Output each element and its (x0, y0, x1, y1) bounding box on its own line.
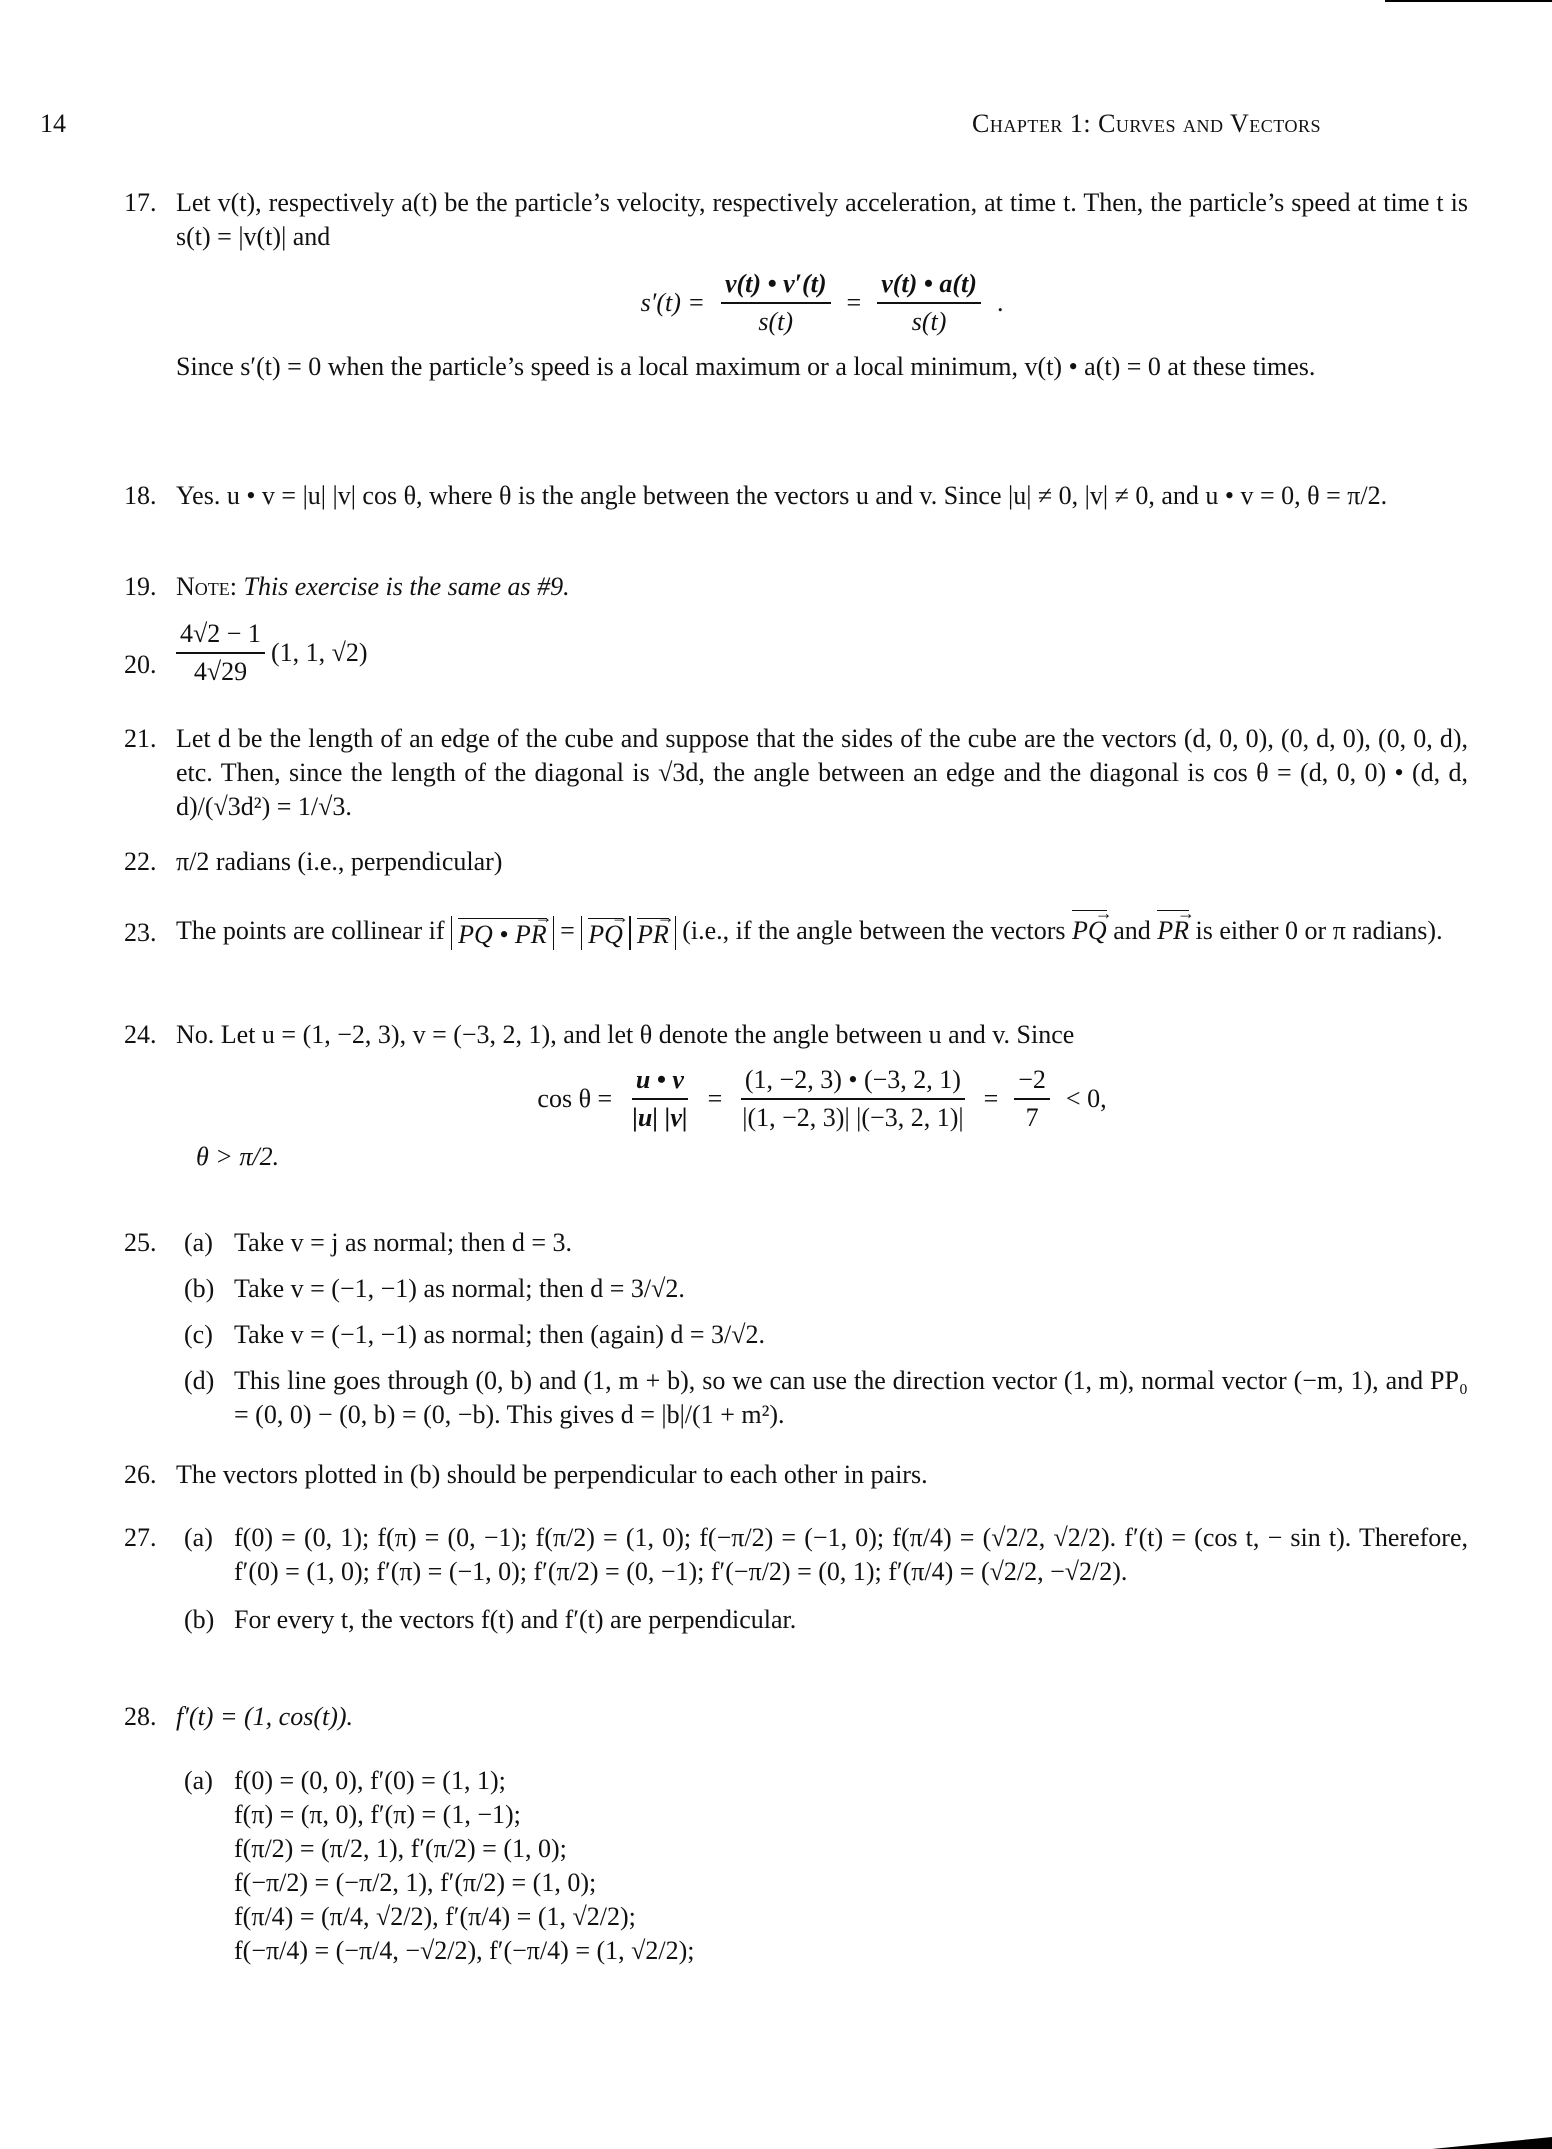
inequality-tail: < 0, (1065, 1084, 1107, 1113)
fraction-numerator: 4√2 − 1 (176, 618, 265, 654)
exercise-25 (124, 1226, 1468, 1432)
part-a (186, 1764, 1468, 1968)
part-text: f(0) = (0, 1); f(π) = (0, −1); f(π/2) = (1, 0); f(−π/2) = (−1, 0); f(π/4) = (√2/2, √2/2). f′(t) = (cos t, − sin t). Therefore, f′(0) = (1, 0); f′(π) = (−1, 0); f′(π/2) = (0, −1); f′(−π/2) = (0, 1); f′(π/4) = (√2/2, −√2/2). (234, 1523, 1468, 1586)
exercise-text: The vectors plotted in (b) should be perpendicular to each other in pairs. (176, 1460, 928, 1489)
vector-pq: PQ → (1072, 912, 1107, 950)
value-line: f(−π/4) = (−π/4, −√2/2), f′(−π/4) = (1, √2/2); (234, 1936, 695, 1965)
exercise-text (176, 912, 1468, 950)
period: . (996, 288, 1004, 317)
exercise-text (176, 570, 1468, 604)
derivative-formula: f′(t) = (1, cos(t)). (176, 1702, 354, 1731)
value-line: f(π) = (π, 0), f′(π) = (1, −1); (234, 1800, 521, 1829)
fraction (877, 268, 981, 338)
part-text: Take v = (−1, −1) as normal; then d = 3/√2. (234, 1274, 685, 1303)
part-label: (a) (184, 1766, 213, 1795)
page-number: 14 (40, 109, 66, 138)
speed-derivative-equation (176, 268, 1468, 338)
fraction-numerator: −2 (1014, 1064, 1050, 1100)
part-a (186, 1521, 1468, 1589)
exercise-text: Since s′(t) = 0 when the particle’s speed is a local maximum or a local minimum, v(t) • a(t) = 0 at these times. (176, 352, 1316, 381)
exercise-24 (124, 1018, 1468, 1174)
part-label: (b) (184, 1274, 215, 1303)
exercise-number: 28. (124, 1702, 157, 1731)
equals-sign: = (846, 288, 862, 317)
exercise-number: 20. (124, 650, 157, 679)
part-text: This line goes through (0, b) and (1, m + b), so we can use the direction vector (1, m), normal vector (−m, 1), and PP₀ = (0, 0) − (0, b) = (0, −b). This gives d = |b|/(1 + m²). (234, 1366, 1468, 1429)
value-line: f(π/4) = (π/4, √2/2), f′(π/4) = (1, √2/2); (234, 1902, 636, 1931)
part-a (186, 1226, 1468, 1260)
fraction (721, 268, 831, 338)
exercise-27 (124, 1521, 1468, 1637)
exercise-number: 24. (124, 1020, 157, 1049)
fraction-numerator: v(t) • v′(t) (721, 268, 831, 304)
value-line: f(0) = (0, 0), f′(0) = (1, 1); (234, 1766, 506, 1795)
text-mid: (i.e., if the angle between the vectors (682, 916, 1066, 945)
exercise-text: No. Let u = (1, −2, 3), v = (−3, 2, 1), and let θ denote the angle between u and v. Since (176, 1020, 1075, 1049)
fraction (738, 1064, 967, 1134)
exercise-18 (124, 479, 1468, 513)
vector-value: (1, 1, √2) (270, 638, 368, 667)
exercise-number: 19. (124, 572, 157, 601)
note-label: Note: (176, 572, 237, 601)
part-label: (c) (184, 1320, 213, 1349)
exercise-number: 17. (124, 188, 157, 217)
part-c (186, 1318, 1468, 1352)
note-text: This exercise is the same as #9. (243, 572, 570, 601)
fraction-denominator: |(1, −2, 3)| |(−3, 2, 1)| (742, 1103, 964, 1132)
part-label: (a) (184, 1523, 213, 1552)
part-text: For every t, the vectors f(t) and f′(t) are perpendicular. (234, 1605, 797, 1634)
exercise-number: 21. (124, 724, 157, 753)
text-lead: The points are collinear if (176, 916, 445, 945)
equation-lhs: cos θ = (537, 1084, 613, 1113)
exercise-number: 27. (124, 1523, 157, 1552)
part-b (186, 1603, 1468, 1637)
exercise-number: 26. (124, 1460, 157, 1489)
running-head: Chapter 1: Curves and Vectors (972, 109, 1321, 138)
exercise-number: 25. (124, 1228, 157, 1257)
scan-artifact (1432, 2129, 1552, 2149)
exercise-number: 18. (124, 481, 157, 510)
part-label: (d) (184, 1366, 215, 1395)
part-b (186, 1272, 1468, 1306)
fraction-numerator: (1, −2, 3) • (−3, 2, 1) (741, 1064, 965, 1100)
exercise-number: 23. (124, 918, 157, 947)
exercise-20 (124, 618, 1468, 688)
exercise-28 (124, 1700, 1468, 1968)
fraction (628, 1064, 691, 1134)
exercise-21 (124, 722, 1468, 824)
exercise-17 (124, 186, 1468, 384)
fraction-denominator: s(t) (911, 307, 947, 336)
scan-edge-line (1385, 0, 1552, 2)
fraction-denominator: 7 (1025, 1103, 1039, 1132)
fraction-numerator: u • v (632, 1064, 688, 1100)
part-lines (234, 1764, 1468, 1968)
vector-pq-dot-pr: PQ • PR → (458, 920, 547, 950)
exercise-text: π/2 radians (i.e., perpendicular) (176, 847, 503, 876)
vector-pr: PR → (637, 920, 669, 950)
exercise-22 (124, 845, 1468, 879)
abs-pq (581, 916, 630, 950)
fraction-numerator: v(t) • a(t) (877, 268, 981, 304)
vector-pr: PR → (1157, 912, 1189, 950)
exercise-text: Let d be the length of an edge of the cube and suppose that the sides of the cube are the vectors (d, 0, 0), (0, d, 0), (0, 0, d), etc. Then, since the length of the diagonal is √3d, the angle between an edge and the diagonal is cos θ = (d, 0, 0) • (d, d, d)/(√3d²) = 1/√3. (176, 724, 1468, 821)
equals-sign: = (707, 1084, 723, 1113)
exercise-conclusion: θ > π/2. (196, 1142, 280, 1171)
exercise-26 (124, 1458, 1468, 1492)
fraction (1014, 1064, 1050, 1134)
part-label: (b) (184, 1605, 215, 1634)
part-d (186, 1364, 1468, 1432)
exercise-text: Let v(t), respectively a(t) be the particle’s velocity, respectively acceleration, at time t. Then, the particle’s speed at time t is s(t) = |v(t)| and (176, 188, 1468, 251)
part-label: (a) (184, 1228, 213, 1257)
cosine-equation (176, 1064, 1468, 1134)
part-text: Take v = j as normal; then d = 3. (234, 1228, 572, 1257)
exercise-text: Yes. u • v = |u| |v| cos θ, where θ is the angle between the vectors u and v. Since |u| ≠ 0, |v| ≠ 0, and u • v = 0, θ = π/2. (176, 481, 1388, 510)
abs-dot-product (451, 916, 554, 950)
exercise-19 (124, 570, 1468, 604)
value-line: f(−π/2) = (−π/2, 1), f′(π/2) = (1, 0); (234, 1868, 597, 1897)
abs-pr (630, 916, 676, 950)
exercise-number: 22. (124, 847, 157, 876)
equals-sign: = (560, 916, 575, 945)
text-and: and (1113, 916, 1151, 945)
equals-sign: = (983, 1084, 999, 1113)
text-tail: is either 0 or π radians). (1195, 916, 1443, 945)
fraction (176, 618, 265, 688)
fraction-denominator: |u| |v| (632, 1103, 688, 1132)
equation-lhs: s′(t) = (640, 288, 705, 317)
fraction-denominator: 4√29 (193, 657, 248, 686)
fraction-denominator: s(t) (758, 307, 794, 336)
vector-pq: PQ → (588, 920, 623, 950)
exercise-23 (124, 912, 1468, 950)
value-line: f(π/2) = (π/2, 1), f′(π/2) = (1, 0); (234, 1834, 567, 1863)
part-text: Take v = (−1, −1) as normal; then (again) d = 3/√2. (234, 1320, 766, 1349)
exercise-text (176, 618, 1468, 688)
